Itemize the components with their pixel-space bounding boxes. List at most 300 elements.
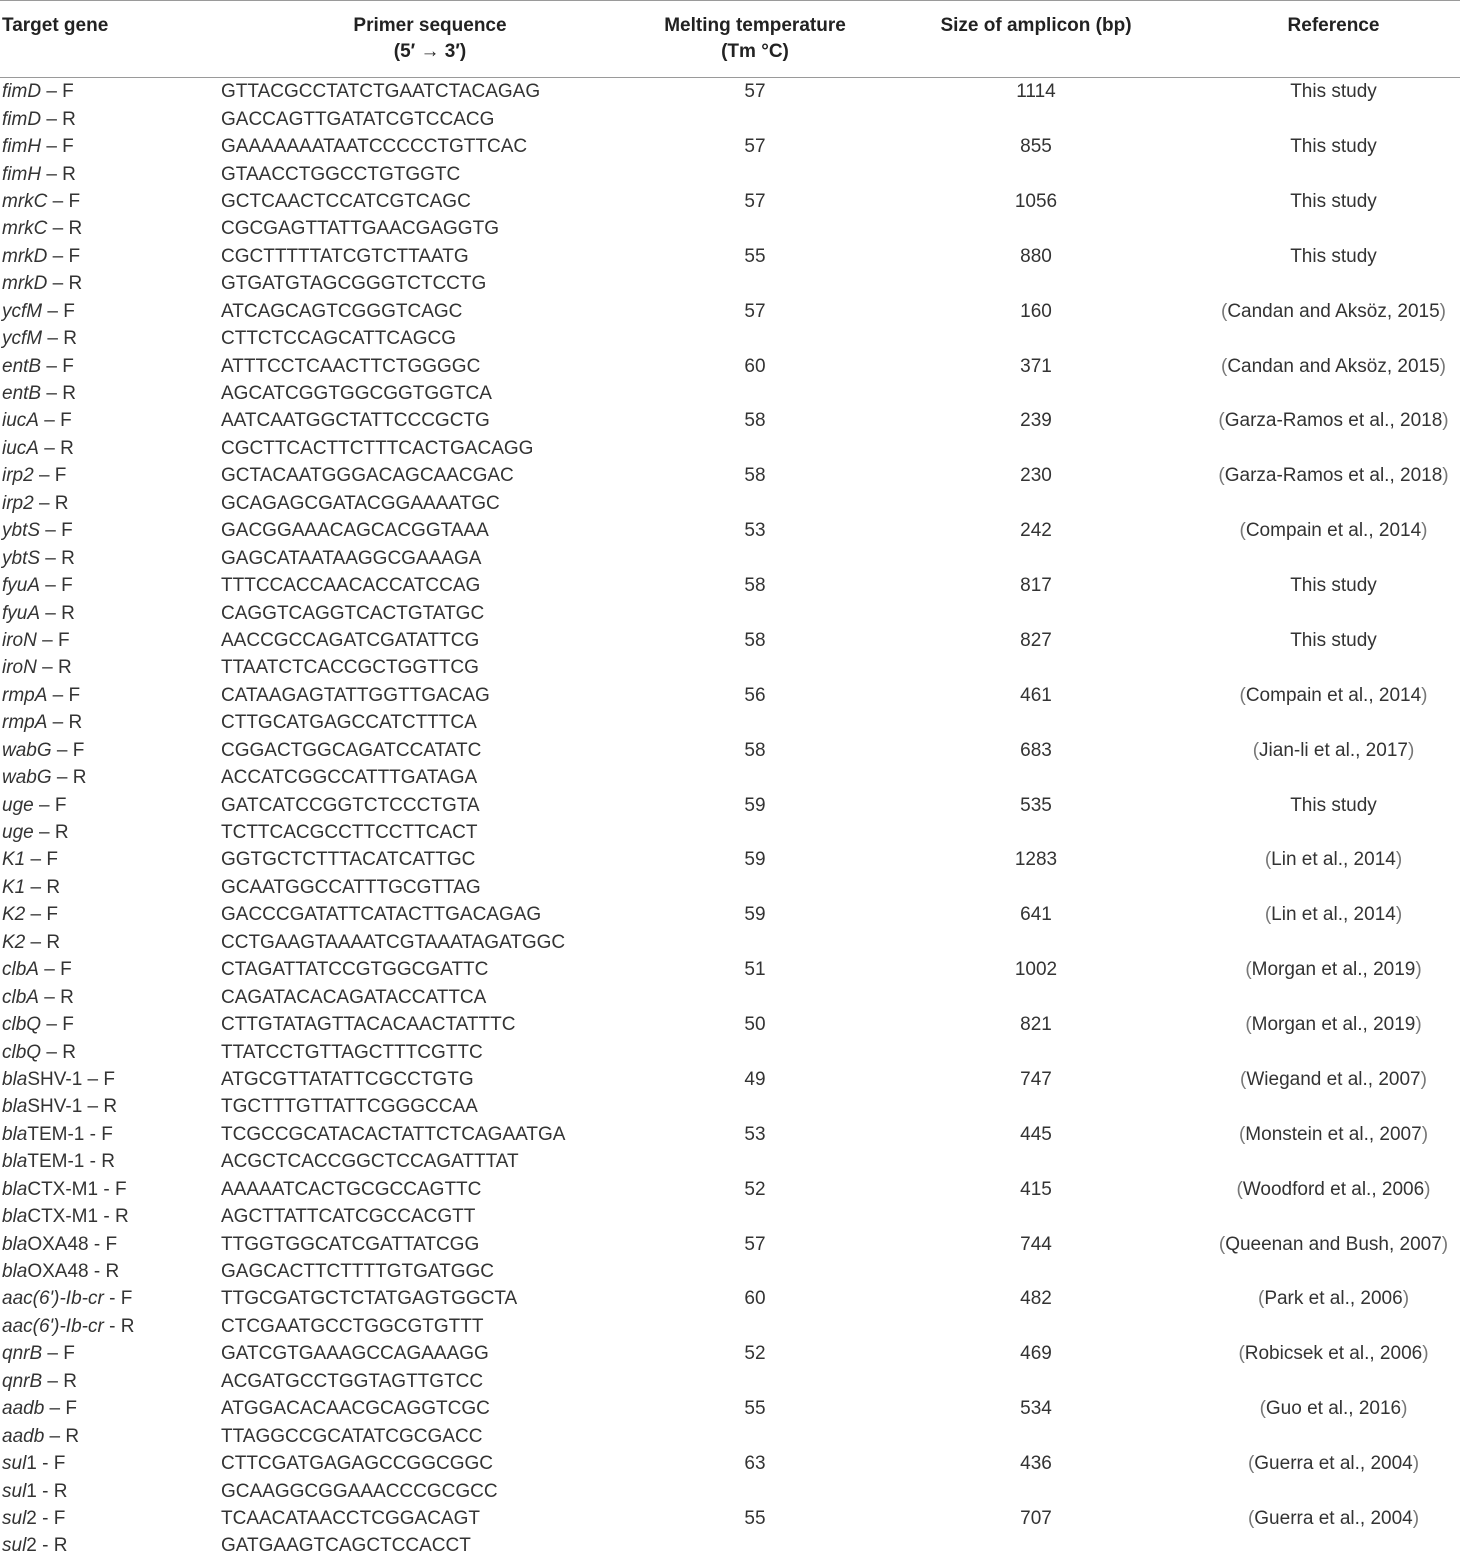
paren-open: ( [1247, 1507, 1255, 1529]
table-row [0, 737, 1460, 764]
table-row [0, 1450, 1460, 1477]
table-row [0, 956, 1460, 983]
cell-melting-temperature: 60 [744, 1288, 766, 1310]
cell-amplicon-size [865, 1422, 1207, 1449]
cell-amplicon-size: 855 [1020, 136, 1052, 158]
cell-reference [1207, 1038, 1460, 1065]
cell-target-gene [0, 1258, 215, 1285]
cell-amplicon-size: 821 [1020, 1014, 1052, 1036]
cell-melting-temperature [645, 654, 865, 681]
paren-open: ( [1238, 1343, 1245, 1365]
gene-name: bla [2, 1068, 28, 1090]
cell-amplicon-size: 1114 [1016, 81, 1056, 103]
gene-name: bla [2, 1151, 28, 1173]
table-row [0, 1258, 1460, 1285]
gene-suffix: – R [47, 712, 83, 734]
gene-name: fimD [2, 81, 42, 103]
cell-reference [1207, 1230, 1460, 1257]
cell-target-gene [0, 380, 215, 407]
gene-suffix: – F [44, 1398, 78, 1420]
reference-text: Garza-Ramos et al., 2018 [1224, 465, 1443, 487]
cell-target-gene [0, 1422, 215, 1449]
cell-melting-temperature: 59 [744, 849, 766, 871]
cell-amplicon-size [865, 1148, 1207, 1175]
cell-melting-temperature: 57 [744, 81, 766, 103]
cell-amplicon-size [865, 490, 1207, 517]
cell-melting-temperature: 53 [744, 520, 766, 542]
cell-amplicon-size [865, 380, 1207, 407]
cell-melting-temperature: 53 [744, 1123, 766, 1145]
cell-amplicon-size: 683 [1020, 739, 1052, 761]
cell-melting-temperature: 58 [744, 629, 766, 651]
table-row [0, 1121, 1460, 1148]
cell-amplicon-size: 534 [1020, 1398, 1052, 1420]
gene-suffix: – F [51, 739, 85, 761]
cell-target-gene [0, 1176, 215, 1203]
header-primer-sequence [215, 1, 645, 78]
cell-reference [1207, 298, 1460, 325]
cell-melting-temperature: 55 [744, 1398, 766, 1420]
reference-text: Robicsek et al., 2006 [1244, 1343, 1423, 1365]
cell-primer-sequence: GAGCATAATAAGGCGAAAGA [221, 547, 482, 569]
cell-melting-temperature [645, 160, 865, 187]
cell-amplicon-size: 1056 [1014, 190, 1058, 212]
reference-text: Guo et al., 2016 [1265, 1398, 1402, 1420]
cell-primer-sequence: GCTCAACTCCATCGTCAGC [221, 190, 471, 212]
cell-melting-temperature: 58 [744, 739, 766, 761]
cell-melting-temperature: 50 [744, 1014, 766, 1036]
cell-reference [1207, 325, 1460, 352]
cell-reference [1207, 1285, 1460, 1312]
header-primer-line1: Primer sequence [353, 15, 507, 36]
gene-suffix: – R [40, 602, 75, 624]
cell-target-gene [0, 78, 215, 106]
table-row [0, 1011, 1460, 1038]
cell-melting-temperature [645, 1368, 865, 1395]
cell-primer-sequence: CTTCGATGAGAGCCGGCGGC [221, 1453, 493, 1475]
reference-text: Guerra et al., 2004 [1254, 1453, 1413, 1475]
cell-primer-sequence: ACGATGCCTGGTAGTTGTCC [221, 1370, 484, 1392]
cell-target-gene [0, 956, 215, 983]
cell-melting-temperature [645, 105, 865, 132]
cell-target-gene [0, 983, 215, 1010]
gene-name: mrkD [2, 273, 48, 295]
cell-target-gene [0, 1093, 215, 1120]
cell-amplicon-size: 371 [1020, 355, 1052, 377]
gene-suffix: 2 - R [26, 1535, 68, 1557]
cell-amplicon-size: 535 [1020, 794, 1052, 816]
reference-text: Candan and Aksöz, 2015 [1227, 355, 1440, 377]
cell-target-gene [0, 627, 215, 654]
table-row [0, 407, 1460, 434]
cell-primer-sequence: CGCTTTTTATCGTCTTAATG [221, 245, 469, 267]
cell-target-gene [0, 490, 215, 517]
table-row [0, 1203, 1460, 1230]
paren-open: ( [1221, 300, 1228, 322]
table-row [0, 1093, 1460, 1120]
cell-primer-sequence: CCTGAAGTAAAATCGTAAATAGATGGC [221, 931, 566, 953]
cell-reference [1207, 270, 1460, 297]
gene-suffix: – R [40, 547, 75, 569]
table-row [0, 1176, 1460, 1203]
cell-reference [1207, 1066, 1460, 1093]
cell-melting-temperature [645, 1038, 865, 1065]
table-row [0, 462, 1460, 489]
paren-close: ) [1424, 1178, 1431, 1200]
gene-name: wabG [2, 739, 52, 761]
cell-primer-sequence: TTGGTGGCATCGATTATCGG [221, 1233, 480, 1255]
table-row [0, 846, 1460, 873]
cell-reference [1207, 544, 1460, 571]
cell-target-gene [0, 1066, 215, 1093]
paren-close: ) [1439, 355, 1446, 377]
gene-suffix: OXA48 - R [27, 1261, 120, 1283]
cell-melting-temperature: 55 [744, 1507, 766, 1529]
cell-reference [1207, 1368, 1460, 1395]
reference-text: Woodford et al., 2006 [1242, 1178, 1425, 1200]
cell-primer-sequence: CTTGTATAGTTACACAACTATTTC [221, 1014, 516, 1036]
table-row [0, 1422, 1460, 1449]
table-row [0, 1038, 1460, 1065]
gene-suffix: – F [41, 1014, 74, 1036]
cell-reference [1207, 654, 1460, 681]
cell-melting-temperature: 51 [744, 959, 766, 981]
cell-amplicon-size [865, 105, 1207, 132]
gene-suffix: TEM-1 - R [27, 1151, 115, 1173]
gene-suffix: – R [25, 876, 61, 898]
cell-primer-sequence: GTTACGCCTATCTGAATCTACAGAG [221, 81, 541, 103]
cell-reference [1207, 1505, 1460, 1532]
cell-melting-temperature [645, 270, 865, 297]
cell-primer-sequence: ATGGACACAACGCAGGTCGC [221, 1398, 490, 1420]
cell-melting-temperature [645, 325, 865, 352]
cell-amplicon-size [865, 1038, 1207, 1065]
cell-target-gene [0, 1148, 215, 1175]
gene-name: clbQ [2, 1041, 42, 1063]
table-row [0, 215, 1460, 242]
cell-amplicon-size: 415 [1020, 1178, 1052, 1200]
cell-reference [1207, 215, 1460, 242]
gene-name: K2 [2, 904, 26, 926]
cell-primer-sequence: TTATCCTGTTAGCTTTCGTTC [221, 1041, 483, 1063]
cell-amplicon-size [865, 1203, 1207, 1230]
reference-text: Compain et al., 2014 [1245, 520, 1422, 542]
cell-primer-sequence: GACCAGTTGATATCGTCCACG [221, 108, 495, 130]
gene-suffix: TEM-1 - F [27, 1123, 113, 1145]
cell-primer-sequence: TCAACATAACCTCGGACAGT [221, 1507, 480, 1529]
gene-suffix: OXA48 - F [27, 1233, 118, 1255]
gene-suffix: – R [33, 492, 69, 514]
cell-amplicon-size [865, 160, 1207, 187]
gene-name: K1 [2, 849, 26, 871]
gene-suffix: – F [25, 849, 58, 871]
cell-primer-sequence: CTAGATTATCCGTGGCGATTC [221, 959, 489, 981]
cell-reference [1207, 352, 1460, 379]
table-row [0, 572, 1460, 599]
paren-open: ( [1264, 904, 1272, 926]
cell-target-gene [0, 1313, 215, 1340]
cell-target-gene [0, 819, 215, 846]
cell-amplicon-size: 242 [1020, 520, 1052, 542]
gene-name: iucA [2, 410, 39, 432]
gene-name: sul [2, 1507, 27, 1529]
table-row [0, 325, 1460, 352]
cell-reference [1207, 407, 1460, 434]
cell-amplicon-size: 239 [1020, 410, 1052, 432]
paren-close: ) [1422, 1343, 1429, 1365]
cell-amplicon-size: 230 [1020, 465, 1052, 487]
gene-suffix: – R [38, 437, 74, 459]
cell-amplicon-size: 1002 [1014, 959, 1058, 981]
table-row [0, 1532, 1460, 1559]
reference-text: Morgan et al., 2019 [1251, 1014, 1416, 1036]
cell-target-gene [0, 1230, 215, 1257]
cell-amplicon-size [865, 709, 1207, 736]
cell-primer-sequence: TCGCCGCATACACTATTCTCAGAATGA [221, 1123, 566, 1145]
gene-name: iucA [2, 437, 39, 459]
gene-suffix: – R [41, 108, 76, 130]
cell-reference [1207, 1148, 1460, 1175]
gene-name: rmpA [2, 712, 48, 734]
table-row [0, 1368, 1460, 1395]
reference-text: Guerra et al., 2004 [1254, 1507, 1413, 1529]
cell-melting-temperature [645, 929, 865, 956]
reference-text: Wiegand et al., 2007 [1246, 1068, 1421, 1090]
gene-name: clbA [2, 986, 39, 1008]
gene-suffix: - F [103, 1288, 133, 1310]
table-row [0, 133, 1460, 160]
gene-suffix: 1 - F [26, 1453, 66, 1475]
reference-text: Compain et al., 2014 [1245, 684, 1422, 706]
cell-amplicon-size [865, 654, 1207, 681]
gene-suffix: – R [44, 1425, 80, 1447]
paren-close: ) [1412, 1453, 1420, 1475]
paren-open: ( [1218, 465, 1225, 487]
header-melting-line2: (Tm °C) [721, 41, 789, 62]
cell-reference [1207, 1532, 1460, 1559]
cell-target-gene [0, 929, 215, 956]
gene-name: uge [2, 822, 34, 844]
gene-name: bla [2, 1261, 28, 1283]
gene-name: qnrB [2, 1370, 43, 1392]
paren-close: ) [1395, 849, 1403, 871]
cell-melting-temperature [645, 1203, 865, 1230]
cell-primer-sequence: TTAGGCCGCATATCGCGACC [221, 1425, 483, 1447]
cell-target-gene [0, 544, 215, 571]
reference-text: Monstein et al., 2007 [1245, 1123, 1422, 1145]
table-row [0, 490, 1460, 517]
cell-target-gene [0, 1011, 215, 1038]
cell-reference [1207, 517, 1460, 544]
cell-amplicon-size [865, 1258, 1207, 1285]
cell-target-gene [0, 846, 215, 873]
cell-amplicon-size: 880 [1020, 245, 1052, 267]
cell-melting-temperature: 58 [744, 465, 766, 487]
table-row [0, 764, 1460, 791]
cell-melting-temperature [645, 874, 865, 901]
cell-amplicon-size [865, 764, 1207, 791]
cell-primer-sequence: GACCCGATATTCATACTTGACAGAG [221, 904, 542, 926]
gene-name: ycfM [2, 300, 43, 322]
cell-amplicon-size: 469 [1020, 1343, 1052, 1365]
cell-reference [1207, 1313, 1460, 1340]
cell-primer-sequence: AGCTTATTCATCGCCACGTT [221, 1206, 476, 1228]
gene-suffix: 1 - R [26, 1480, 68, 1502]
cell-reference: This study [1290, 81, 1377, 103]
gene-name: aadb [2, 1398, 45, 1420]
table-row [0, 435, 1460, 462]
reference-text: Park et al., 2006 [1264, 1288, 1403, 1310]
gene-name: bla [2, 1233, 28, 1255]
cell-melting-temperature [645, 1148, 865, 1175]
cell-reference [1207, 1093, 1460, 1120]
cell-melting-temperature: 59 [744, 794, 766, 816]
paren-open: ( [1238, 1123, 1246, 1145]
table-row [0, 270, 1460, 297]
gene-name: rmpA [2, 684, 48, 706]
gene-suffix: – R [47, 273, 83, 295]
cell-target-gene [0, 737, 215, 764]
cell-primer-sequence: TTTCCACCAACACCATCCAG [221, 575, 481, 597]
gene-suffix: – R [47, 218, 83, 240]
table-header [0, 1, 1460, 78]
gene-name: bla [2, 1206, 28, 1228]
gene-suffix: – F [41, 355, 74, 377]
cell-melting-temperature [645, 380, 865, 407]
cell-melting-temperature: 52 [744, 1178, 766, 1200]
cell-primer-sequence: TTAATCTCACCGCTGGTTCG [221, 657, 479, 679]
gene-name: K2 [2, 931, 26, 953]
paren-open: ( [1236, 1178, 1243, 1200]
reference-text: Lin et al., 2014 [1271, 849, 1396, 871]
paren-open: ( [1252, 739, 1260, 761]
gene-suffix: – F [25, 904, 58, 926]
gene-name: aac(6')-Ib-cr [2, 1288, 104, 1310]
paren-open: ( [1264, 849, 1272, 871]
header-melting-temperature [645, 1, 865, 78]
gene-suffix: – R [41, 163, 76, 185]
cell-reference [1207, 819, 1460, 846]
cell-reference [1207, 929, 1460, 956]
gene-name: qnrB [2, 1343, 43, 1365]
cell-primer-sequence: GCAGAGCGATACGGAAAATGC [221, 492, 500, 514]
gene-name: irp2 [2, 465, 34, 487]
paren-close: ) [1420, 1068, 1427, 1090]
gene-suffix: 2 - F [26, 1507, 66, 1529]
cell-target-gene [0, 435, 215, 462]
gene-suffix: – F [47, 684, 81, 706]
cell-primer-sequence: CGGACTGGCAGATCCATATC [221, 739, 482, 761]
cell-amplicon-size: 747 [1020, 1068, 1052, 1090]
cell-amplicon-size [865, 1477, 1207, 1504]
gene-name: uge [2, 794, 34, 816]
gene-name: mrkC [2, 218, 48, 240]
cell-primer-sequence: AGCATCGGTGGCGGTGGTCA [221, 383, 492, 405]
table-row [0, 1477, 1460, 1504]
cell-melting-temperature [645, 1422, 865, 1449]
cell-melting-temperature: 63 [744, 1453, 766, 1475]
gene-suffix: – R [41, 1041, 76, 1063]
cell-melting-temperature: 57 [744, 136, 766, 158]
gene-name: fimH [2, 163, 42, 185]
cell-melting-temperature: 59 [744, 904, 766, 926]
gene-suffix: CTX-M1 - F [27, 1178, 127, 1200]
gene-suffix: – F [41, 81, 74, 103]
cell-reference [1207, 435, 1460, 462]
paren-close: ) [1439, 300, 1446, 322]
cell-amplicon-size [865, 1093, 1207, 1120]
cell-target-gene [0, 1505, 215, 1532]
cell-melting-temperature [645, 544, 865, 571]
cell-amplicon-size [865, 599, 1207, 626]
gene-name: entB [2, 355, 42, 377]
cell-melting-temperature [645, 215, 865, 242]
cell-amplicon-size: 445 [1020, 1123, 1052, 1145]
cell-melting-temperature [645, 764, 865, 791]
header-amplicon-size: Size of amplicon (bp) [865, 1, 1207, 78]
reference-text: Jian-li et al., 2017 [1259, 739, 1408, 761]
gene-name: mrkD [2, 245, 48, 267]
gene-name: fimH [2, 136, 42, 158]
paren-open: ( [1245, 959, 1252, 981]
cell-amplicon-size: 461 [1020, 684, 1052, 706]
cell-primer-sequence: GACGGAAACAGCACGGTAAA [221, 520, 489, 542]
cell-reference [1207, 764, 1460, 791]
cell-reference [1207, 709, 1460, 736]
cell-primer-sequence: CATAAGAGTATTGGTTGACAG [221, 684, 490, 706]
cell-target-gene [0, 1340, 215, 1367]
gene-suffix: – F [36, 629, 70, 651]
cell-primer-sequence: GCAATGGCCATTTGCGTTAG [221, 876, 481, 898]
table-row [0, 874, 1460, 901]
cell-amplicon-size [865, 215, 1207, 242]
table-row [0, 709, 1460, 736]
gene-suffix: SHV-1 – F [27, 1068, 116, 1090]
gene-name: ybtS [2, 547, 41, 569]
cell-reference [1207, 1121, 1460, 1148]
cell-primer-sequence: ATCAGCAGTCGGGTCAGC [221, 300, 463, 322]
cell-primer-sequence: CTCGAATGCCTGGCGTGTTT [221, 1315, 484, 1337]
cell-reference: This study [1290, 794, 1377, 816]
table-row [0, 901, 1460, 928]
cell-primer-sequence: ACCATCGGCCATTTGATAGA [221, 767, 478, 789]
cell-target-gene [0, 1203, 215, 1230]
reference-text: Queenan and Bush, 2007 [1225, 1233, 1442, 1255]
cell-primer-sequence: ATTTCCTCAACTTCTGGGGC [221, 355, 481, 377]
table-row [0, 1395, 1460, 1422]
paren-open: ( [1218, 1233, 1226, 1255]
gene-suffix: – F [38, 410, 72, 432]
cell-target-gene [0, 901, 215, 928]
cell-target-gene [0, 572, 215, 599]
cell-melting-temperature: 58 [744, 575, 766, 597]
cell-amplicon-size [865, 544, 1207, 571]
cell-amplicon-size [865, 1313, 1207, 1340]
paren-close: ) [1441, 1233, 1449, 1255]
cell-reference [1207, 1422, 1460, 1449]
cell-primer-sequence: ATGCGTTATATTCGCCTGTG [221, 1068, 474, 1090]
cell-reference [1207, 1477, 1460, 1504]
cell-target-gene [0, 1368, 215, 1395]
paren-open: ( [1247, 1453, 1255, 1475]
gene-suffix: – R [41, 383, 76, 405]
gene-name: mrkC [2, 190, 48, 212]
gene-name: sul [2, 1480, 27, 1502]
cell-target-gene [0, 654, 215, 681]
gene-suffix: – R [33, 822, 69, 844]
paren-open: ( [1259, 1398, 1266, 1420]
gene-name: irp2 [2, 492, 34, 514]
